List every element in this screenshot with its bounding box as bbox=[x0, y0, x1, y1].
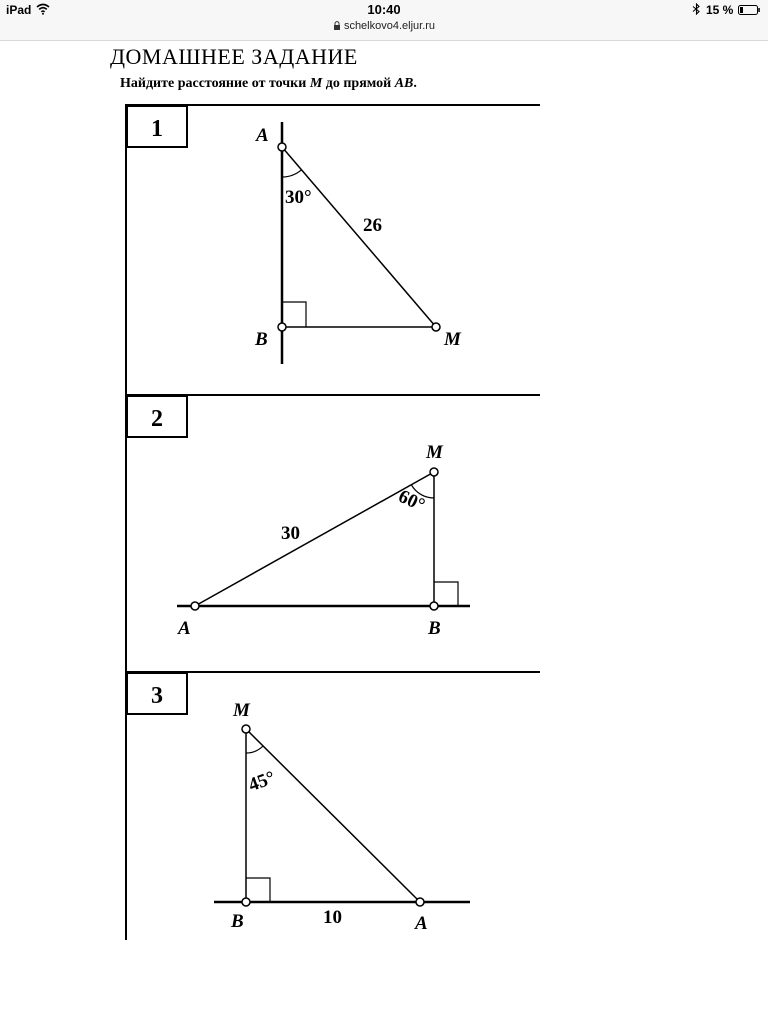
label-b: B bbox=[255, 329, 268, 350]
length-label: 26 bbox=[363, 215, 382, 236]
segment-am bbox=[282, 147, 436, 327]
page-title: ДОМАШНЕЕ ЗАДАНИЕ bbox=[110, 44, 358, 69]
point-a bbox=[278, 143, 286, 151]
problem-2 bbox=[127, 396, 470, 639]
task-text: Найдите расстояние от точки M до прямой AB. bbox=[120, 76, 417, 91]
problem-3 bbox=[127, 673, 470, 934]
problem-1 bbox=[127, 106, 462, 364]
point-a bbox=[191, 602, 199, 610]
right-angle-mark bbox=[434, 582, 458, 606]
url-text: schelkovo4.eljur.ru bbox=[343, 20, 436, 32]
label-m: M bbox=[426, 442, 443, 463]
label-b: B bbox=[231, 911, 244, 932]
angle-arc bbox=[246, 746, 263, 753]
label-a: A bbox=[415, 913, 428, 934]
angle-label: 45° bbox=[245, 767, 278, 797]
label-a: A bbox=[256, 125, 269, 146]
problem-number: 3 bbox=[151, 683, 163, 709]
point-b bbox=[430, 602, 438, 610]
label-m: M bbox=[233, 700, 250, 721]
label-a: A bbox=[178, 618, 191, 639]
angle-arc bbox=[282, 170, 302, 177]
segment-am bbox=[246, 729, 420, 902]
angle-label: 60° bbox=[395, 485, 429, 517]
problem-number: 2 bbox=[151, 406, 163, 432]
label-b: B bbox=[428, 618, 441, 639]
point-b bbox=[278, 323, 286, 331]
device-name: iPad bbox=[6, 3, 32, 17]
clock: 10:40 bbox=[367, 2, 401, 17]
point-b bbox=[242, 898, 250, 906]
label-m: M bbox=[444, 329, 461, 350]
point-m bbox=[242, 725, 250, 733]
segment-am bbox=[195, 472, 434, 606]
right-angle-mark bbox=[246, 878, 270, 902]
right-angle-mark bbox=[282, 302, 306, 327]
point-m bbox=[432, 323, 440, 331]
point-a bbox=[416, 898, 424, 906]
battery-percent: 15 % bbox=[706, 3, 734, 17]
point-m bbox=[430, 468, 438, 476]
length-label: 10 bbox=[323, 907, 342, 928]
length-label: 30 bbox=[281, 523, 300, 544]
problem-number: 1 bbox=[151, 116, 163, 142]
angle-label: 30° bbox=[285, 187, 312, 208]
